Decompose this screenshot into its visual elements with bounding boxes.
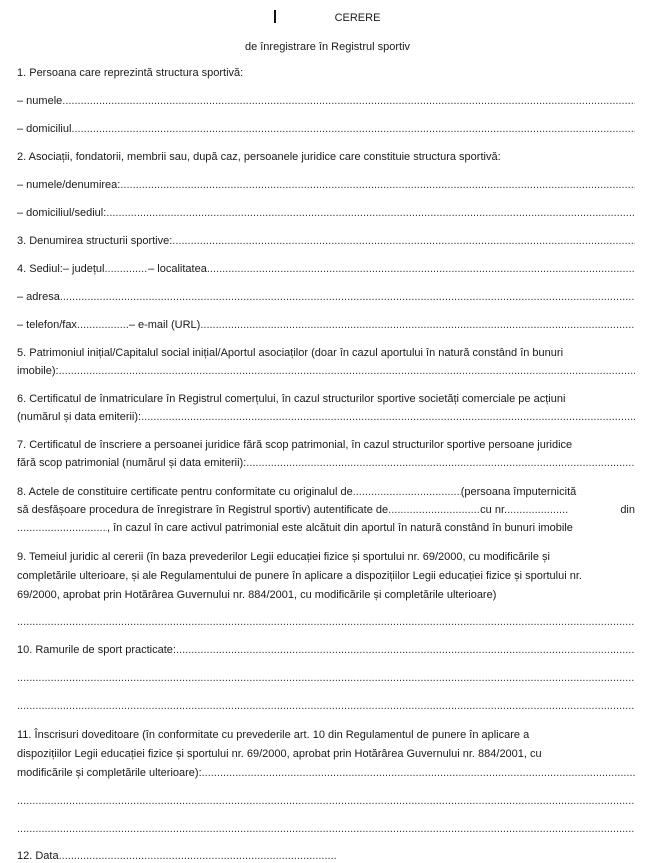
field-label: – numele/denumirea: (17, 179, 121, 191)
field-trade-registry-certificate[interactable] (17, 410, 635, 424)
field-label: 4. Sediul:– județul (17, 263, 105, 275)
fill-line[interactable] (60, 290, 635, 304)
section-8-line-3 (17, 521, 635, 535)
field-label: – adresa (17, 291, 60, 303)
authenticator-fill-line[interactable] (388, 503, 480, 517)
field-sports-practiced-line-2[interactable] (17, 671, 635, 685)
field-supporting-documents-line-2[interactable] (17, 794, 635, 808)
locality-fill-line[interactable] (207, 262, 635, 276)
fill-line[interactable] (172, 234, 635, 248)
phone-fill-line[interactable] (77, 318, 129, 332)
field-label: 12. Data (17, 850, 59, 862)
fill-line[interactable] (62, 94, 635, 108)
section-8-text: cu nr. (480, 504, 508, 516)
section-2-heading: 2. Asociații, fondatorii, membrii sau, după caz, persoanele juridice care constituie structura sportivă: (17, 151, 501, 163)
field-supporting-documents[interactable] (17, 766, 635, 780)
field-date[interactable] (17, 849, 337, 863)
field-label: – domiciliul (17, 123, 72, 135)
section-8-text: din (620, 504, 635, 516)
field-structure-name[interactable] (17, 234, 635, 248)
field-label: – numele (17, 95, 63, 107)
fill-line[interactable] (202, 766, 635, 780)
field-legal-basis[interactable] (17, 615, 635, 629)
field-label: imobile): (17, 365, 59, 377)
fill-line[interactable] (71, 122, 635, 136)
field-address[interactable] (17, 290, 635, 304)
section-8-line-2 (17, 503, 635, 517)
field-initial-patrimony[interactable] (17, 364, 635, 378)
fill-line[interactable] (59, 849, 337, 863)
field-label: modificările și completările ulterioare): (17, 767, 202, 779)
section-8-text: 8. Actele de constituire certificate pentru conformitate cu originalul de (17, 486, 353, 498)
field-associates-name[interactable] (17, 178, 635, 192)
field-phone-email[interactable] (17, 318, 635, 332)
section-8-text: , în cazul în care activul patrimonial este alcătuit din aportul în natură constând în bunuri imobile (107, 522, 573, 534)
locality-label: – localitatea (148, 263, 207, 275)
section-8-text: (persoana împuternicită (460, 486, 577, 498)
date-fill-line[interactable] (17, 521, 107, 535)
section-8-text: să desfășoare procedura de înregistrare în Registrul sportiv) autentificate de (17, 504, 389, 516)
email-fill-line[interactable] (200, 318, 635, 332)
section-8-line-1 (17, 485, 635, 499)
field-sports-practiced[interactable] (17, 643, 635, 657)
document-title: CERERE (334, 12, 381, 24)
field-sports-practiced-line-3[interactable] (17, 699, 635, 713)
field-nonprofit-certificate[interactable] (17, 456, 635, 470)
fill-line[interactable] (17, 615, 635, 629)
field-representative-name[interactable] (17, 94, 635, 108)
section-1-heading: 1. Persoana care reprezintă structura sportivă: (17, 67, 244, 79)
field-label: fără scop patrimonial (numărul și data emiterii): (17, 457, 247, 469)
section-9-line-3: 69/2000, aprobat prin Hotărârea Guvernului nr. 884/2001, cu modificările și completările ulterioare) (17, 589, 497, 601)
section-6-text: 6. Certificatul de înmatriculare în Registrul comerțului, în cazul structurilor sportive societăți comerciale pe acțiuni (17, 393, 566, 405)
fill-line[interactable] (120, 178, 635, 192)
fill-line[interactable] (59, 364, 635, 378)
fill-line[interactable] (106, 206, 635, 220)
field-label: 3. Denumirea structurii sportive: (17, 235, 173, 247)
fill-line[interactable] (17, 822, 635, 836)
field-supporting-documents-line-3[interactable] (17, 822, 635, 836)
fill-line[interactable] (176, 643, 635, 657)
section-11-line-1: 11. Înscrisuri doveditoare (în conformitate cu prevederile art. 10 din Regulamentul de punere în aplicare a (17, 729, 530, 741)
email-label: – e-mail (URL) (128, 319, 201, 331)
section-5-text: 5. Patrimoniul inițial/Capitalul social inițial/Aportul asociaților (doar în cazul aportului în natură constând în bunuri (17, 347, 564, 359)
field-label: 10. Ramurile de sport practicate: (17, 644, 176, 656)
section-11-line-2: dispozițiilor Legii educației fizice și sportului nr. 69/2000, aprobat prin Hotărârea Guvernului nr. 884/2001, cu (17, 748, 542, 760)
document-subtitle: de înregistrare în Registrul sportiv (244, 41, 411, 53)
fill-line[interactable] (17, 671, 635, 685)
field-associates-domicile[interactable] (17, 206, 635, 220)
county-fill-line[interactable] (104, 262, 148, 276)
certifier-fill-line[interactable] (353, 485, 461, 499)
field-label: – domiciliul/sediul: (17, 207, 107, 219)
fill-line[interactable] (246, 456, 635, 470)
field-representative-domicile[interactable] (17, 122, 635, 136)
section-9-line-2: completările ulterioare, și ale Regulamentului de punere în aplicare a dispozițiilor Legii educației fizice și sportului nr. (17, 570, 582, 582)
fill-line[interactable] (17, 699, 635, 713)
fill-line[interactable] (141, 410, 635, 424)
number-fill-line[interactable] (507, 503, 569, 517)
fill-line[interactable] (17, 794, 635, 808)
field-headquarters-county-locality[interactable] (17, 262, 635, 276)
field-label: – telefon/fax (17, 319, 77, 331)
field-label: (numărul și data emiterii): (17, 411, 142, 423)
section-7-text: 7. Certificatul de înscriere a persoanei juridice fără scop patrimonial, în cazul structurilor sportive persoane juridice (17, 439, 573, 451)
section-9-line-1: 9. Temeiul juridic al cererii (în baza prevederilor Legii educației fizice și sportului nr. 69/2000, cu modificările și (17, 551, 550, 563)
